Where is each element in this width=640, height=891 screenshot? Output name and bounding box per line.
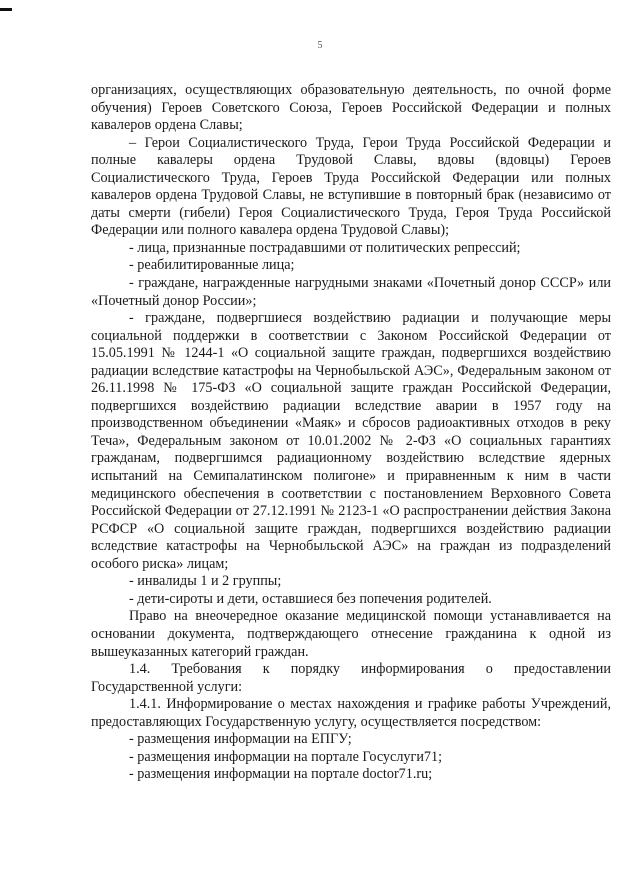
list-item: - размещения информации на портале Госуслуги71; xyxy=(129,748,443,765)
list-item: - реабилитированные лица; xyxy=(129,257,295,274)
paragraph-donor: - граждане, награжденные нагрудными знаками «Почетный донор СССР» или «Почетный донор России»; xyxy=(91,275,611,309)
list-item: - дети-сироты и дети, оставшиеся без попечения родителей. xyxy=(129,590,492,607)
section-1-4: 1.4. Требования к порядку информирования о предоставлении Государственной услуги: xyxy=(91,661,611,695)
list-item: - размещения информации на портале doctor71.ru; xyxy=(129,766,433,783)
page-number: 5 xyxy=(317,40,323,51)
paragraph-right: Право на внеочередное оказание медицинской помощи устанавливается на основании документа, подтверждающего отнесение гражданина к одной из вышеуказанных категорий граждан. xyxy=(91,608,611,660)
list-item: - лица, признанные пострадавшими от политических репрессий; xyxy=(129,239,521,256)
section-1-4-1: 1.4.1. Информирование о местах нахождения и графике работы Учреждений, предоставляющих Государственную услугу, осуществляется посредством: xyxy=(91,696,611,730)
paragraph-1: организациях, осуществляющих образовательную деятельность, по очной форме обучения) Героев Советского Союза, Героев Российской Федерации и полных кавалеров ордена Славы; xyxy=(91,82,611,134)
paragraph-2: – Герои Социалистического Труда, Герои Труда Российской Федерации и полные кавалеры ордена Трудовой Славы, вдовы (вдовцы) Героев Социалистического Труда, Героев Труда Российской Федерации или полных кавалеров ордена Трудовой Славы, не вступившие в повторный брак (независимо от даты смерти (гибели) Героя Социалистического Труда, Героя Труда Российской Федерации или полного кавалера ордена Трудовой Славы); xyxy=(91,134,611,239)
list-item: - инвалиды 1 и 2 группы; xyxy=(129,573,282,590)
list-item: - размещения информации на ЕПГУ; xyxy=(129,731,352,748)
scan-corner-mark xyxy=(0,8,12,11)
document-body xyxy=(91,82,611,784)
paragraph-radiation: - граждане, подвергшиеся воздействию радиации и получающие меры социальной поддержки в соответствии с Законом Российской Федерации от 15.05.1991 № 1244-1 «О социальной защите граждан, подвергшихся воздействию радиации вследствие катастрофы на Чернобыльской АЭС», Федеральным законом от 26.11.1998 № 175-ФЗ «О социальной защите граждан Российской Федерации, подвергшихся воздействию радиации вследствие аварии в 1957 году на производственном объединении «Маяк» и сбросов радиоактивных отходов в реку Теча», Федеральным законом от 10.01.2002 № 2-ФЗ «О социальных гарантиях гражданам, подвергшимся радиационному воздействию вследствие ядерных испытаний на Семипалатинском полигоне» и приравненным к ним в части медицинского обеспечения в соответствии с постановлением Верховного Совета Российской Федерации от 27.12.1991 № 2123-1 «О распространении действия Закона РСФСР «О социальной защите граждан, подвергшихся воздействию радиации вследствие катастрофы на Чернобыльской АЭС» на граждан из подразделений особого риска» лицам; xyxy=(91,310,611,572)
